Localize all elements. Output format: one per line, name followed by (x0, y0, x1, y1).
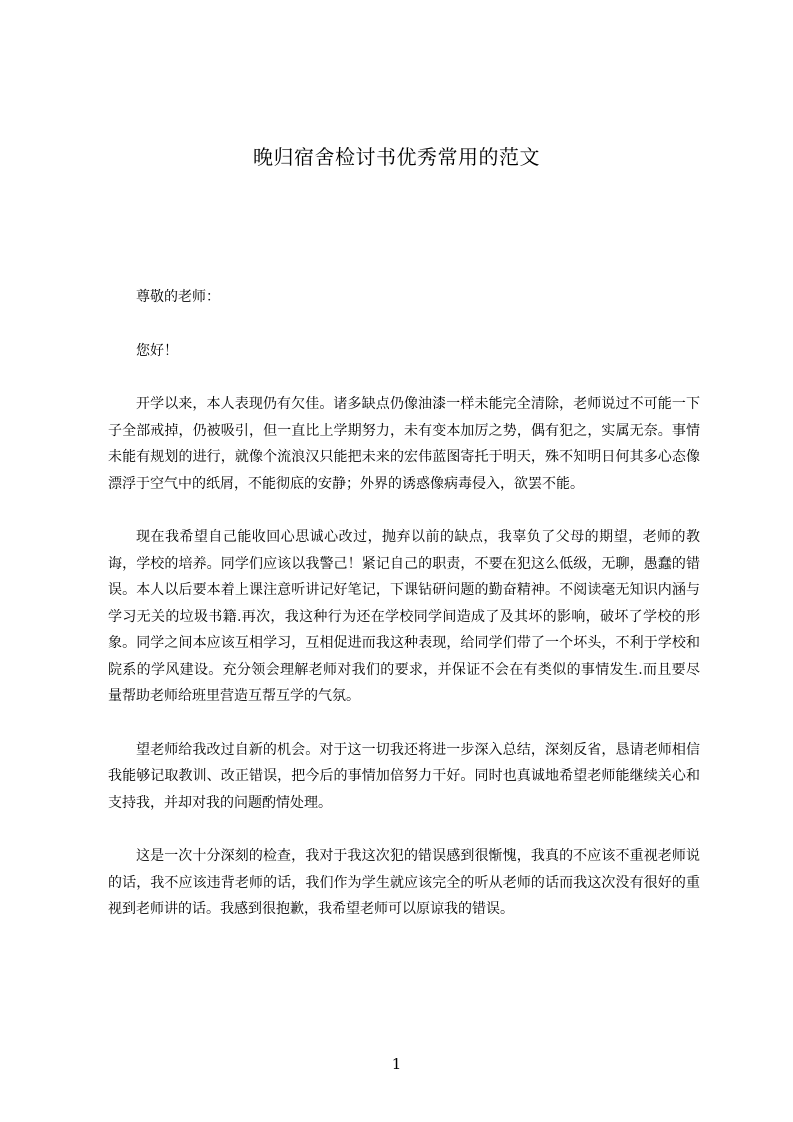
body-paragraph-1: 开学以来，本人表现仍有欠佳。诸多缺点仍像油漆一样未能完全清除，老师说过不可能一下子全部戒掉，仍被吸引，但一直比上学期努力，未有变本加厉之势，偶有犯之，实属无奈。事情未能有规划的进行，就像个流浪汉只能把未来的宏伟蓝图寄托于明天，殊不知明日何其多心态像漂浮于空气中的纸屑，不能彻底的安静；外界的诱惑像病毒侵入，欲罢不能。 (108, 396, 700, 492)
salutation: 尊敬的老师： (136, 289, 220, 305)
page-number: 1 (391, 1055, 402, 1073)
greeting: 您好！ (136, 342, 178, 359)
body-paragraph-2: 现在我希望自己能收回心思诚心改过，抛弃以前的缺点，我辜负了父母的期望，老师的教诲，学校的培养。同学们应该以我警己！紧记自己的职责，不要在犯这么低级，无聊，愚蠢的错误。本人以后要本着上课注意听讲记好笔记，下课钻研问题的勤奋精神。不阅读毫无知识内涵与学习无关的垃圾书籍.再次，我这种行为还在学校同学间造成了及其坏的影响，破坏了学校的形象。同学之间本应该互相学习，互相促进而我这种表现，给同学们带了一个坏头，不利于学校和院系的学风建设。充分领会理解老师对我们的要求，并保证不会在有类似的事情发生.而且要尽量帮助老师给班里营造互帮互学的气氛。 (108, 529, 700, 704)
document-title: 晚归宿舍检讨书优秀常用的范文 (253, 145, 540, 169)
document-body (108, 284, 700, 950)
body-paragraph-4: 这是一次十分深刻的检查，我对于我这次犯的错误感到很惭愧，我真的不应该不重视老师说的话，我不应该违背老师的话，我们作为学生就应该完全的听从老师的话而我这次没有很好的重视到老师讲的话。我感到很抱歉，我希望老师可以原谅我的错误。 (108, 848, 700, 917)
body-paragraph-3: 望老师给我改过自新的机会。对于这一切我还将进一步深入总结，深刻反省，恳请老师相信我能够记取教训、改正错误，把今后的事情加倍努力干好。同时也真诚地希望老师能继续关心和支持我，并却对我的问题酌情处理。 (108, 741, 700, 811)
